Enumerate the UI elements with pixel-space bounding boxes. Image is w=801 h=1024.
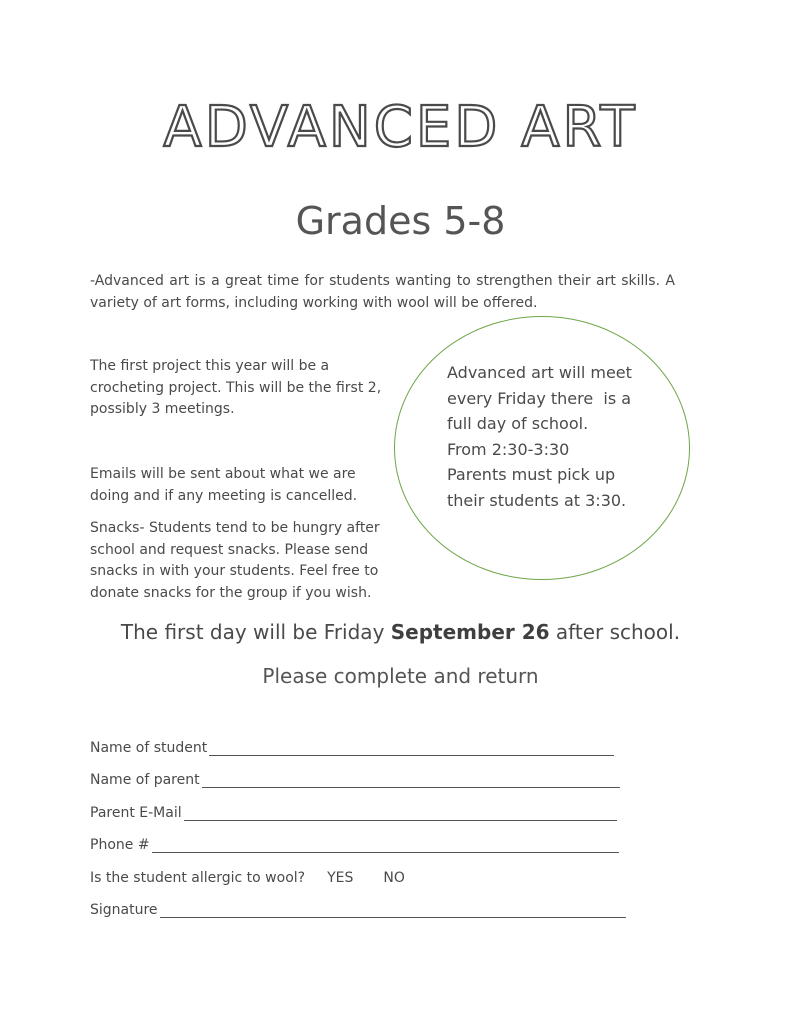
first-day-suffix: after school. <box>549 620 681 644</box>
grades-subtitle: Grades 5-8 <box>295 199 506 243</box>
parent-email-row <box>90 801 617 821</box>
parent-name-field[interactable] <box>202 773 620 788</box>
phone-field[interactable] <box>152 838 619 853</box>
meeting-info-line: full day of school. <box>447 414 589 433</box>
first-day-date: September 26 <box>390 620 550 644</box>
allergy-no-option[interactable]: NO <box>383 870 405 886</box>
meeting-info-line: their students at 3:30. <box>447 490 627 510</box>
allergy-row <box>90 866 405 886</box>
allergy-yes-option[interactable]: YES <box>327 870 354 886</box>
phone-row <box>90 833 619 853</box>
first-day-announcement <box>0 620 801 644</box>
meeting-info-line: From 2:30-3:30 <box>447 439 570 459</box>
signature-label: Signature <box>90 902 158 918</box>
student-name-field[interactable] <box>209 741 614 756</box>
meeting-info-text <box>447 360 657 513</box>
student-name-label: Name of student <box>90 740 208 756</box>
student-name-row <box>90 736 614 756</box>
snacks-paragraph: Snacks- Students tend to be hungry after school and request snacks. Please send snacks in with your students. Feel free to donate snacks for the group if you wish. <box>90 520 380 601</box>
intro-paragraph: -Advanced art is a great time for students wanting to strengthen their art skills. A variety of art forms, including working with wool will be offered. <box>90 273 675 311</box>
emails-paragraph: Emails will be sent about what we are doing and if any meeting is cancelled. <box>90 466 358 504</box>
meeting-info-line: Advanced art will meet <box>447 363 632 382</box>
first-project-paragraph: The first project this year will be a crocheting project. This will be the first 2, possibly 3 meetings. <box>90 358 382 417</box>
page-title: ADVANCED ART <box>163 95 638 160</box>
form-heading: Please complete and return <box>262 664 539 688</box>
first-day-prefix: The first day will be Friday <box>120 620 391 644</box>
parent-name-row <box>90 768 620 788</box>
meeting-info-line: every Friday there is a <box>447 388 632 408</box>
meeting-info-line: Parents must pick up <box>447 465 616 484</box>
phone-label: Phone # <box>90 837 150 853</box>
parent-email-field[interactable] <box>184 806 617 821</box>
signature-field[interactable] <box>160 903 626 918</box>
parent-name-label: Name of parent <box>90 772 200 788</box>
allergy-question: Is the student allergic to wool? <box>90 870 306 886</box>
parent-email-label: Parent E-Mail <box>90 805 182 821</box>
signature-row <box>90 898 626 918</box>
